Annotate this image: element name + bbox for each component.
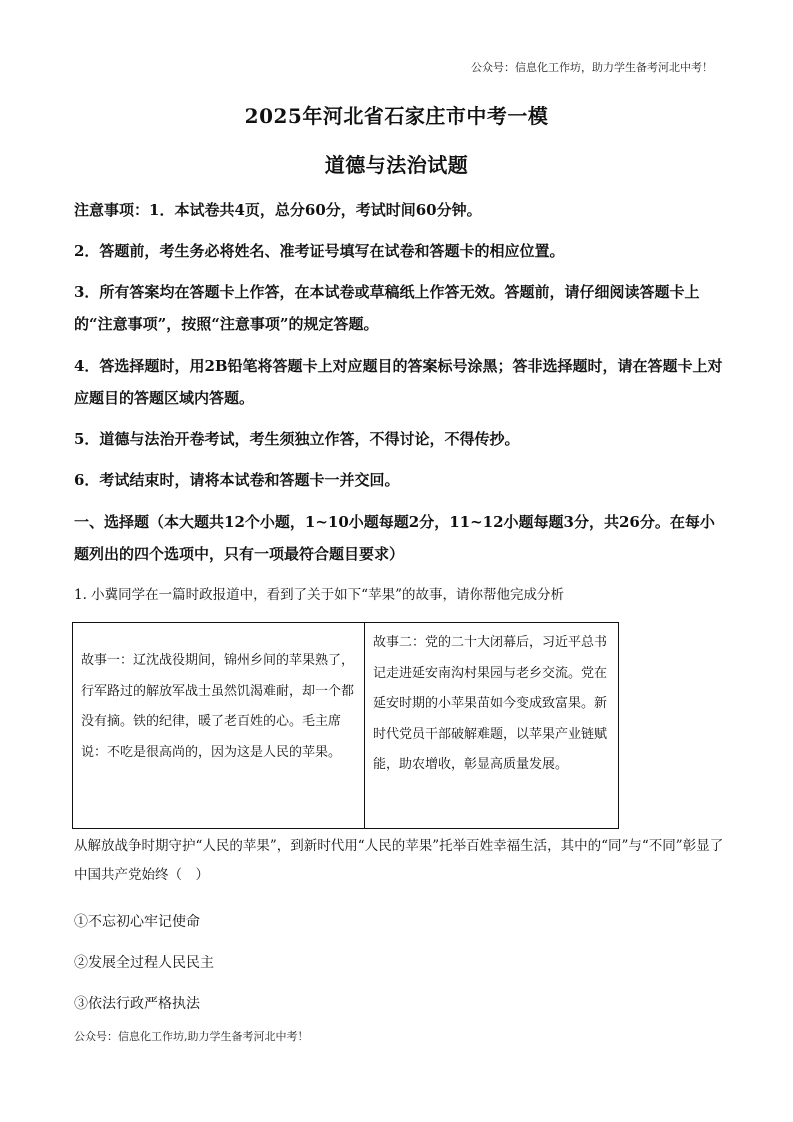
notice-5: 5．道德与法治开卷考试，考生须独立作答，不得讨论，不得传抄。: [74, 430, 520, 448]
notice-6: 6．考试结束时，请将本试卷和答题卡一并交回。: [74, 471, 400, 489]
notice-3: 3．所有答案均在答题卡上作答，在本试卷或草稿纸上作答无效。答题前，请仔细阅读答题卡上的“注意事项”，按照“注意事项”的规定答题。: [74, 283, 700, 333]
question-1-stem: 从解放战争时期守护“人民的苹果”，到新时代用“人民的苹果”托举百姓幸福生活，其中的“同”与“不同”彰显了中国共产党始终（ ）: [74, 838, 724, 883]
section-heading: 一、选择题（本大题共12个小题，1~10小题每题2分，11~12小题每题3分，共26分。在每小题列出的四个选项中，只有一项最符合题目要求）: [74, 513, 715, 563]
header-note: 公众号：信息化工作坊，助力学生备考河北中考！: [471, 61, 713, 74]
question-1-intro: 1. 小冀同学在一篇时政报道中，看到了关于如下“苹果”的故事，请你帮他完成分析: [74, 587, 564, 603]
option-3: ③依法行政严格执法: [74, 996, 200, 1012]
footer-note: 公众号：信息化工作坊,助力学生备考河北中考！: [74, 1030, 309, 1043]
notice-2: 2．答题前，考生务必将姓名、准考证号填写在试卷和答题卡的相应位置。: [74, 242, 565, 260]
notice-4: 4．答选择题时，用2B铅笔将答题卡上对应题目的答案标号涂黑；答非选择题时，请在答题卡上对应题目的答题区域内答题。: [74, 357, 723, 407]
story-one-cell: 故事一：辽沈战役期间，锦州乡间的苹果熟了，行军路过的解放军战士虽然饥渴难耐，却一个都没有摘。铁的纪律，暖了老百姓的心。毛主席说：不吃是很高尚的，因为这是人民的苹果。: [73, 623, 365, 828]
option-1: ①不忘初心牢记使命: [74, 914, 200, 930]
story-table: [72, 622, 619, 829]
option-2: ②发展全过程人民民主: [74, 955, 214, 971]
exam-title: 2025年河北省石家庄市中考一模: [244, 104, 549, 128]
exam-subject-title: 道德与法治试题: [324, 153, 469, 177]
notice-1: 注意事项：1．本试卷共4页，总分60分，考试时间60分钟。: [74, 201, 482, 219]
story-two-cell: 故事二：党的二十大闭幕后，习近平总书记走进延安南沟村果园与老乡交流。党在延安时期的小苹果苗如今变成致富果。新时代党员干部破解难题，以苹果产业链赋能，助农增收，彰显高质量发展。: [373, 635, 608, 772]
